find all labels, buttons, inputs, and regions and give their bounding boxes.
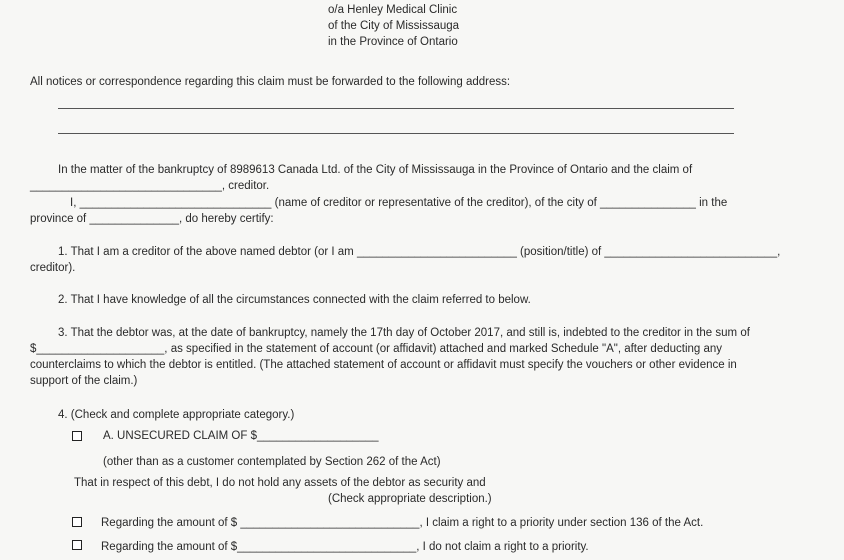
item1-line-2: creditor). xyxy=(30,262,76,274)
priority-claim-text: Regarding the amount of $ ____________________________, I claim a right to a priority under section 136 of the Act. xyxy=(101,517,704,529)
address-line-2[interactable] xyxy=(58,133,734,134)
item3-line-3: counterclaims to which the debtor is entitled. (The attached statement of account or affidavit must specify the vouchers or other evidence in xyxy=(30,359,737,371)
no-priority-text: Regarding the amount of $____________________________, I do not claim a right to a priority. xyxy=(101,541,589,553)
unsecured-claim-label: A. UNSECURED CLAIM OF $___________________ xyxy=(103,430,379,442)
matter-line-1: In the matter of the bankruptcy of 8989613 Canada Ltd. of the City of Mississauga in the Province of Ontario and the claim of xyxy=(58,164,693,176)
item3-line-2: $____________________, as specified in the statement of account (or affidavit) attached and marked Schedule "A", after deducting any xyxy=(30,343,723,355)
matter-line-3: I, ______________________________ (name of creditor or representative of the creditor), of the city of _______________ in the xyxy=(70,197,728,209)
address-line-1[interactable] xyxy=(58,108,734,109)
unsecured-claim-note: (other than as a customer contemplated by Section 262 of the Act) xyxy=(103,456,441,468)
item1-line-1: 1. That I am a creditor of the above named debtor (or I am _________________________ (position/title) of ___________________________, xyxy=(58,246,781,258)
notices-text: All notices or correspondence regarding this claim must be forwarded to the following address: xyxy=(30,76,511,88)
item4-intro: 4. (Check and complete appropriate category.) xyxy=(58,409,295,421)
matter-line-2: ______________________________, creditor. xyxy=(30,180,270,192)
item2-text: 2. That I have knowledge of all the circumstances connected with the claim referred to below. xyxy=(58,294,531,306)
matter-line-4: province of ______________, do hereby certify: xyxy=(30,213,274,225)
header-clinic: o/a Henley Medical Clinic xyxy=(328,4,458,16)
priority-claim-checkbox[interactable] xyxy=(72,517,82,527)
security-statement: That in respect of this debt, I do not hold any assets of the debtor as security and xyxy=(74,477,486,489)
header-province: in the Province of Ontario xyxy=(328,36,458,48)
no-priority-checkbox[interactable] xyxy=(72,540,82,550)
header-city: of the City of Mississauga xyxy=(328,20,460,32)
check-description: (Check appropriate description.) xyxy=(328,493,492,505)
unsecured-claim-checkbox[interactable] xyxy=(72,431,82,441)
item3-line-1: 3. That the debtor was, at the date of bankruptcy, namely the 17th day of October 2017, and still is, indebted to the creditor in the sum of xyxy=(58,327,750,339)
item3-line-4: support of the claim.) xyxy=(30,375,138,387)
